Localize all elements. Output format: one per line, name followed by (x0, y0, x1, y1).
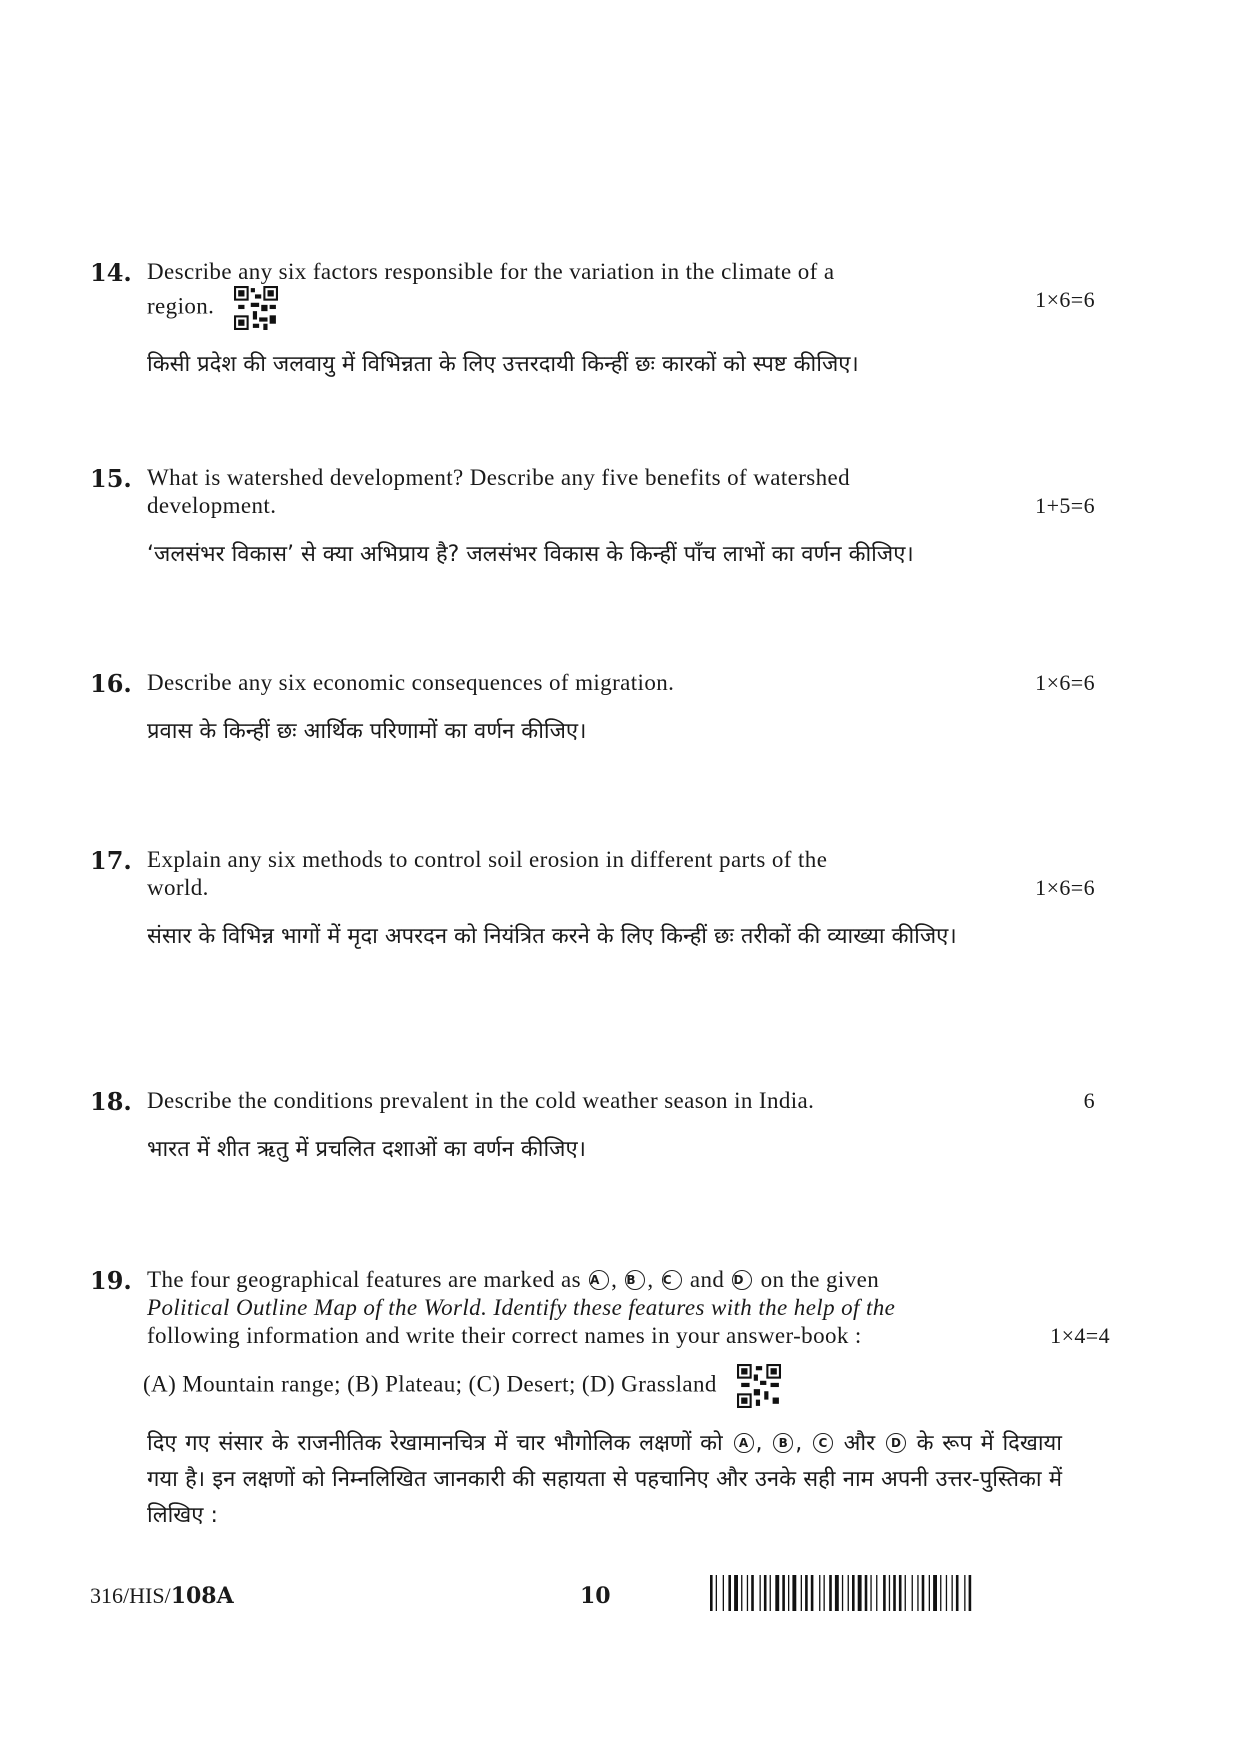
question-text-en: Explain any six methods to control soil erosion in different parts of the world. 1×6=6 (147, 847, 1095, 900)
question-text-en: Describe any six factors responsible for the variation in the climate of a region. 1×6=6 (147, 258, 1095, 330)
question-text-hi: दिए गए संसार के राजनीतिक रेखामानचित्र में चार भौगोलिक लक्षणों को A , B , C और D के रूप में दिखाया गया है। इन लक्षणों को निम्नलिखित जानकारी की सहायता से पहचानिए और उनके सही नाम अपनी उत्तर-पुस्तिका में लिखिए : (147, 1431, 1062, 1528)
label-c-marker: C (662, 1270, 682, 1290)
question-19 (90, 1266, 1110, 1534)
question-number: 18. (90, 1087, 132, 1116)
question-text-hi: किसी प्रदेश की जलवायु में विभिन्नता के लिए उत्तरदायी किन्हीं छः कारकों को स्पष्ट कीजिए। (147, 352, 859, 377)
question-16 (90, 669, 1095, 749)
question-number: 16. (90, 669, 132, 698)
page-number: 10 (580, 1583, 611, 1609)
qr-code-icon (234, 286, 278, 330)
question-14 (90, 258, 1095, 382)
question-text-en: Describe the conditions prevalent in the cold weather season in India. 6 (147, 1088, 1095, 1113)
question-15 (90, 464, 1095, 572)
marks: 1×6=6 (1035, 670, 1095, 695)
question-number: 17. (90, 846, 132, 875)
label-b-marker: B (625, 1270, 645, 1290)
label-a-marker: A (734, 1433, 754, 1453)
label-a-marker: A (589, 1270, 609, 1290)
question-text-en: What is watershed development? Describe any five benefits of watershed development. 1+5=6 (147, 465, 1095, 518)
marks: 1×6=6 (1035, 875, 1095, 900)
question-text-en: The four geographical features are marked as A , B , C and D on the given Political Outline Map of the World. Identify these features with the help of the following information and write their correct names in your answer-book : 1×4=4 (147, 1267, 1110, 1348)
question-number: 15. (90, 464, 132, 493)
paper-code: 316/HIS/108A (90, 1583, 234, 1609)
marks: 1×4=4 (1050, 1323, 1110, 1348)
page-footer (90, 1575, 995, 1615)
marks: 1×6=6 (1035, 287, 1095, 312)
barcode-icon (710, 1575, 995, 1611)
question-number: 14. (90, 258, 132, 287)
qr-code-icon (737, 1364, 781, 1408)
label-c-marker: C (813, 1433, 833, 1453)
question-17 (90, 846, 1095, 954)
options-line: (A) Mountain range; (B) Plateau; (C) Desert; (D) Grassland (143, 1364, 1095, 1408)
label-d-marker: D (886, 1433, 906, 1453)
question-text-en: Describe any six economic consequences of migration. 1×6=6 (147, 670, 1095, 695)
question-text-hi: प्रवास के किन्हीं छः आर्थिक परिणामों का वर्णन कीजिए। (147, 719, 587, 744)
question-18 (90, 1087, 1095, 1167)
question-text-hi: ‘जलसंभर विकास’ से क्या अभिप्राय है? जलसंभर विकास के किन्हीं पाँच लाभों का वर्णन कीजिए। (147, 542, 914, 567)
label-d-marker: D (732, 1270, 752, 1290)
label-b-marker: B (773, 1433, 793, 1453)
marks: 6 (1083, 1088, 1095, 1113)
question-text-hi: भारत में शीत ऋतु में प्रचलित दशाओं का वर्णन कीजिए। (147, 1137, 586, 1162)
question-text-hi: संसार के विभिन्न भागों में मृदा अपरदन को नियंत्रित करने के लिए किन्हीं छः तरीकों की व्याख्या कीजिए। (147, 924, 957, 949)
question-number: 19. (90, 1266, 132, 1295)
marks: 1+5=6 (1035, 493, 1095, 518)
